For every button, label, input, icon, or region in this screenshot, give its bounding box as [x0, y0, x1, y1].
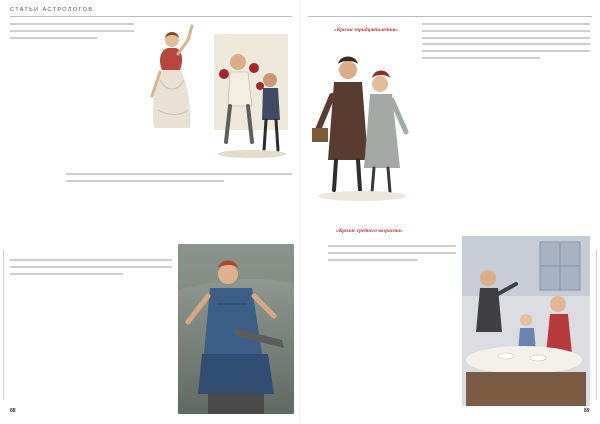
boxers-painting — [208, 24, 294, 164]
illustration-runaway-couple — [308, 40, 414, 210]
paragraph — [328, 259, 418, 263]
pointing-woman-painting — [140, 20, 206, 130]
heading-midlife-crisis: «Кризис среднего возраста» — [336, 228, 403, 234]
runaway-couple-painting — [308, 40, 414, 210]
paragraph — [422, 57, 540, 61]
text-column-top — [10, 22, 134, 162]
riveting-woman-painting — [178, 244, 294, 414]
paragraph — [10, 266, 172, 270]
side-rule — [596, 250, 597, 400]
paragraph — [328, 252, 456, 256]
paragraph — [422, 23, 590, 27]
page-number: 89 — [584, 408, 590, 414]
side-rule — [3, 250, 4, 400]
paragraph — [10, 37, 97, 41]
illustration-pointing-woman — [140, 20, 206, 130]
dinner-scene-painting — [462, 236, 590, 406]
right-page — [300, 0, 600, 424]
illustration-riveting-woman — [178, 244, 294, 414]
paragraph — [328, 245, 456, 249]
paragraph — [10, 30, 134, 34]
text-column-midlife — [328, 244, 456, 404]
section-label: СТАТЬИ АСТРОЛОГОВ — [10, 7, 94, 13]
header-rule — [10, 16, 292, 17]
text-column-thirties — [422, 22, 590, 222]
paragraph — [422, 37, 590, 41]
illustration-boxers — [208, 24, 294, 164]
paragraph — [10, 259, 172, 263]
paragraph — [66, 180, 224, 184]
paragraph — [422, 30, 590, 34]
paragraph — [10, 23, 134, 27]
paragraph — [422, 50, 590, 54]
header-rule — [308, 16, 592, 17]
illustration-dinner-scene — [462, 236, 590, 406]
text-column-bottom — [10, 258, 172, 408]
paragraph — [10, 273, 123, 277]
paragraph — [422, 43, 590, 47]
heading-thirties-crisis: «Кризис тридцатилетия» — [334, 27, 399, 33]
text-column-middle — [66, 172, 292, 250]
paragraph — [66, 173, 292, 177]
page-number: 88 — [10, 408, 16, 414]
